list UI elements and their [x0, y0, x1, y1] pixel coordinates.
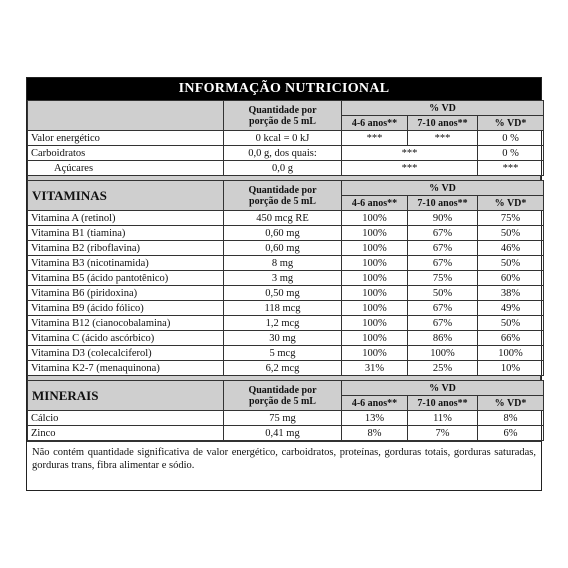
row-qty: 3 mg — [224, 271, 342, 286]
row-qty: 5 mcg — [224, 346, 342, 361]
table-row — [28, 146, 544, 161]
qty-header-line2: porção de 5 mL — [249, 195, 316, 207]
row-age2: 67% — [408, 226, 478, 241]
age1-header: 4-6 anos** — [342, 196, 408, 211]
table-row — [28, 241, 544, 256]
row-qty: 450 mcg RE — [224, 211, 342, 226]
row-label: Vitamina B12 (cianocobalamina) — [28, 316, 224, 331]
vd-header: % VD — [342, 101, 544, 116]
row-age1: 100% — [342, 256, 408, 271]
age2-header: 7-10 anos** — [408, 116, 478, 131]
row-age1: 100% — [342, 346, 408, 361]
vitamins-section-title: VITAMINAS — [28, 181, 224, 211]
row-qty: 1,2 mcg — [224, 316, 342, 331]
row-qty: 0 kcal = 0 kJ — [224, 131, 342, 146]
qty-header-line1: Quantidade por — [248, 104, 317, 116]
row-age2: *** — [408, 131, 478, 146]
row-age2: 75% — [408, 271, 478, 286]
row-age1: 100% — [342, 301, 408, 316]
age1-header: 4-6 anos** — [342, 396, 408, 411]
row-vd: 0 % — [478, 131, 544, 146]
vd-header: % VD — [342, 381, 544, 396]
table-row — [28, 346, 544, 361]
vitamins-table — [27, 180, 544, 376]
row-label: Vitamina B9 (ácido fólico) — [28, 301, 224, 316]
table-row — [28, 361, 544, 376]
row-age2: 67% — [408, 316, 478, 331]
row-age1: 31% — [342, 361, 408, 376]
table-row — [28, 211, 544, 226]
row-age1: 100% — [342, 286, 408, 301]
age1-header: 4-6 anos** — [342, 116, 408, 131]
table-row — [28, 286, 544, 301]
nutrition-facts-panel — [26, 77, 542, 491]
table-row — [28, 411, 544, 426]
row-vd: 46% — [478, 241, 544, 256]
table-row — [28, 226, 544, 241]
row-label: Cálcio — [28, 411, 224, 426]
table-row — [28, 426, 544, 441]
row-age2: 100% — [408, 346, 478, 361]
row-age1: 100% — [342, 226, 408, 241]
row-age1: 100% — [342, 211, 408, 226]
row-age2: 11% — [408, 411, 478, 426]
row-vd: 49% — [478, 301, 544, 316]
row-age1: 100% — [342, 316, 408, 331]
footnote: Não contém quantidade significativa de valor energético, carboidratos, proteínas, gorduras totais, gorduras saturadas, gorduras trans, fibra alimentar e sódio. — [27, 441, 541, 476]
row-label: Vitamina K2-7 (menaquinona) — [28, 361, 224, 376]
row-age2: 7% — [408, 426, 478, 441]
row-qty: 8 mg — [224, 256, 342, 271]
row-age1: 100% — [342, 271, 408, 286]
minerals-rows — [28, 411, 544, 441]
row-qty: 0,0 g — [224, 161, 342, 176]
row-age2: 90% — [408, 211, 478, 226]
row-qty: 0,41 mg — [224, 426, 342, 441]
row-label: Carboidratos — [28, 146, 224, 161]
row-age1: *** — [342, 131, 408, 146]
row-vd: 50% — [478, 316, 544, 331]
row-label: Vitamina A (retinol) — [28, 211, 224, 226]
row-qty: 118 mcg — [224, 301, 342, 316]
row-label: Vitamina B5 (ácido pantotênico) — [28, 271, 224, 286]
row-age2: 50% — [408, 286, 478, 301]
table-row — [28, 331, 544, 346]
row-vd: 75% — [478, 211, 544, 226]
row-label: Açúcares — [28, 161, 224, 176]
row-qty: 0,50 mg — [224, 286, 342, 301]
table-title: INFORMAÇÃO NUTRICIONAL — [27, 78, 541, 100]
row-vd: 10% — [478, 361, 544, 376]
row-vd: 60% — [478, 271, 544, 286]
row-vd: 66% — [478, 331, 544, 346]
table-row — [28, 316, 544, 331]
qty-header-line2: porção de 5 mL — [249, 115, 316, 127]
qty-header — [224, 181, 342, 211]
row-age2: 25% — [408, 361, 478, 376]
row-age2: 67% — [408, 301, 478, 316]
table-row — [28, 301, 544, 316]
table-row — [28, 271, 544, 286]
vd-star-header: % VD* — [478, 116, 544, 131]
row-qty: 6,2 mcg — [224, 361, 342, 376]
row-age2: 86% — [408, 331, 478, 346]
row-label: Vitamina B3 (nicotinamida) — [28, 256, 224, 271]
row-vd: 100% — [478, 346, 544, 361]
row-vd: 8% — [478, 411, 544, 426]
row-age-merged: *** — [342, 161, 478, 176]
table-row — [28, 256, 544, 271]
qty-header — [224, 101, 342, 131]
qty-header-line2: porção de 5 mL — [249, 395, 316, 407]
minerals-table — [27, 380, 544, 441]
row-qty: 0,0 g, dos quais: — [224, 146, 342, 161]
row-age1: 13% — [342, 411, 408, 426]
row-age1: 8% — [342, 426, 408, 441]
row-vd: 50% — [478, 226, 544, 241]
row-label: Vitamina D3 (colecalciferol) — [28, 346, 224, 361]
row-qty: 0,60 mg — [224, 226, 342, 241]
row-age2: 67% — [408, 241, 478, 256]
row-qty: 0,60 mg — [224, 241, 342, 256]
row-vd: 0 % — [478, 146, 544, 161]
row-label: Zinco — [28, 426, 224, 441]
minerals-section-title: MINERAIS — [28, 381, 224, 411]
row-label: Vitamina B2 (riboflavina) — [28, 241, 224, 256]
table-row — [28, 161, 544, 176]
qty-header-line1: Quantidade por — [248, 384, 317, 396]
row-age1: 100% — [342, 331, 408, 346]
row-vd: 38% — [478, 286, 544, 301]
row-label: Valor energético — [28, 131, 224, 146]
row-label: Vitamina B6 (piridoxina) — [28, 286, 224, 301]
row-label: Vitamina C (ácido ascórbico) — [28, 331, 224, 346]
qty-header-line1: Quantidade por — [248, 184, 317, 196]
row-vd: 50% — [478, 256, 544, 271]
row-vd: 6% — [478, 426, 544, 441]
row-label: Vitamina B1 (tiamina) — [28, 226, 224, 241]
row-qty: 30 mg — [224, 331, 342, 346]
energy-header-blank — [28, 101, 224, 131]
age2-header: 7-10 anos** — [408, 196, 478, 211]
age2-header: 7-10 anos** — [408, 396, 478, 411]
vd-star-header: % VD* — [478, 396, 544, 411]
row-age1: 100% — [342, 241, 408, 256]
qty-header — [224, 381, 342, 411]
row-vd: *** — [478, 161, 544, 176]
vitamins-rows — [28, 211, 544, 376]
table-row — [28, 131, 544, 146]
vd-header: % VD — [342, 181, 544, 196]
row-age-merged: *** — [342, 146, 478, 161]
row-qty: 75 mg — [224, 411, 342, 426]
row-age2: 67% — [408, 256, 478, 271]
energy-table — [27, 100, 544, 176]
vd-star-header: % VD* — [478, 196, 544, 211]
